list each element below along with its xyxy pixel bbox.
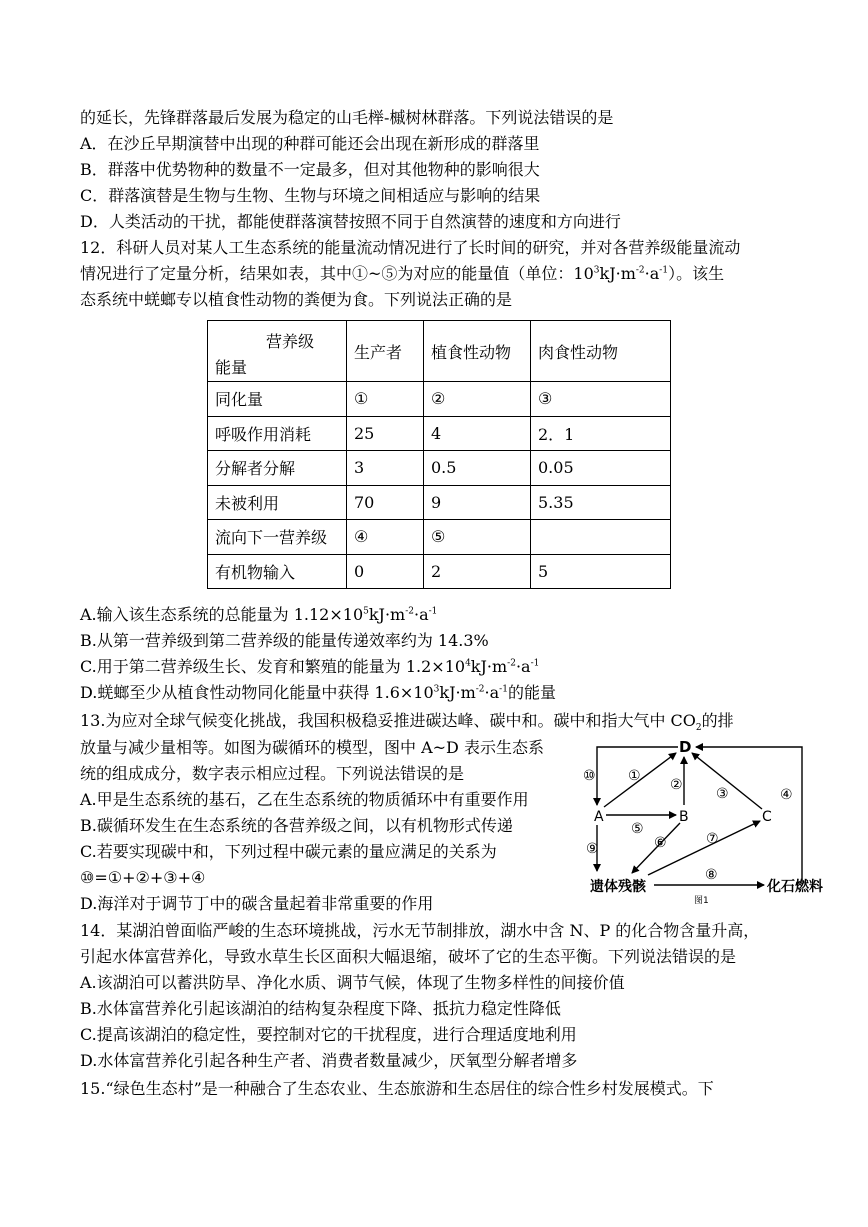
node-c: C <box>762 809 772 825</box>
table-cell: ③ <box>531 382 671 417</box>
header-producer: 生产者 <box>347 321 424 382</box>
node-b: B <box>679 809 689 825</box>
table-cell: 0 <box>347 554 424 589</box>
carbon-cycle-diagram <box>582 735 823 906</box>
table-cell: 2 <box>424 554 531 589</box>
label-5: ⑤ <box>631 821 644 837</box>
header-herbivore: 植食性动物 <box>424 321 531 382</box>
q13-option-d: D.海洋对于调节丁中的碳含量起着非常重要的作用 <box>80 894 434 913</box>
label-4: ④ <box>780 787 793 803</box>
label-3: ③ <box>716 786 729 802</box>
q14-stem-line1: 14．某湖泊曾面临严峻的生态环境挑战，污水无节制排放，湖水中含 N、P 的化合物含量升高， <box>80 921 760 940</box>
label-2: ② <box>670 777 683 793</box>
energy-flow-table <box>207 320 671 589</box>
label-6: ⑥ <box>654 835 667 851</box>
q12-stem-line1: 12．科研人员对某人工生态系统的能量流动情况进行了长时间的研究，并对各营养级能量流动 <box>80 238 741 257</box>
table-cell: 5.35 <box>531 485 671 520</box>
header-carnivore: 肉食性动物 <box>531 321 671 382</box>
node-a: A <box>594 809 604 825</box>
table-cell: ② <box>424 382 531 417</box>
q12-option-d: D.蜣螂至少从植食性动物同化能量中获得 $1.6\times 10^3kJ\cdot m^{-2}\cdot a^{-1}$的能量 <box>80 683 556 702</box>
node-d: D <box>679 738 692 756</box>
row-label: 有机物输入 <box>208 554 347 589</box>
label-10: ⑩ <box>583 768 596 784</box>
q13-stem-line2: 放量与减少量相等。如图为碳循环的模型，图中 A~D 表示生态系 <box>80 738 544 757</box>
table-row <box>208 382 671 417</box>
q12-option-a: A.输入该生态系统的总能量为 $1.12\times 10^5kJ\cdot m^{-2}\cdot a^{-1}$ <box>80 605 438 624</box>
table-cell: 70 <box>347 485 424 520</box>
q13-option-c-line2: ⑩=①+②+③+④ <box>80 868 206 887</box>
table-cell: 3 <box>347 451 424 486</box>
q14-option-d: D.水体富营养化引起各种生产者、消费者数量减少，厌氧型分解者增多 <box>80 1051 578 1070</box>
row-label: 未被利用 <box>208 485 347 520</box>
node-remains: 遗体残骸 <box>590 879 646 895</box>
table-cell: ④ <box>347 520 424 555</box>
table-row <box>208 451 671 486</box>
label-9: ⑨ <box>586 841 599 857</box>
table-cell: ⑤ <box>424 520 531 555</box>
row-label: 流向下一营养级 <box>208 520 347 555</box>
q11-option-d: D．人类活动的干扰，都能使群落演替按照不同于自然演替的速度和方向进行 <box>80 212 621 231</box>
q14-stem-line2: 引起水体富营养化，导致水草生长区面积大幅退缩，破坏了它的生态平衡。下列说法错误的是 <box>80 947 737 966</box>
label-1: ① <box>628 768 641 784</box>
q11-option-b: B．群落中优势物种的数量不一定最多，但对其他物种的影响很大 <box>80 160 540 179</box>
table-cell: 2．1 <box>531 416 671 451</box>
table-cell: ① <box>347 382 424 417</box>
table-cell: 25 <box>347 416 424 451</box>
table-cell: 9 <box>424 485 531 520</box>
q13-stem-line3: 统的组成成分，数字表示相应过程。下列说法错误的是 <box>80 764 465 783</box>
table-row <box>208 485 671 520</box>
node-fossil-fuel: 化石燃料 <box>767 879 823 895</box>
q11-stem-end: 的延长，先锋群落最后发展为稳定的山毛榉-槭树林群落。下列说法错误的是 <box>80 108 614 127</box>
table-header-corner <box>208 321 347 382</box>
row-label: 分解者分解 <box>208 451 347 486</box>
q12-stem-line3: 态系统中蜣螂专以植食性动物的粪便为食。下列说法正确的是 <box>80 290 513 309</box>
q12-stem-line2: 情况进行了定量分析，结果如表，其中①~⑤为对应的能量值（单位：$10^3kJ\cdot m^{-2}\cdot a^{-1}$）。该生 <box>80 264 725 283</box>
table-cell: 5 <box>531 554 671 589</box>
table-cell <box>531 520 671 555</box>
q13-stem-line1: 13.为应对全球气候变化挑战，我国积极稳妥推进碳达峰、碳中和。碳中和指大气中 $CO_2$的排 <box>80 711 734 734</box>
table-cell: 0.05 <box>531 451 671 486</box>
q14-option-b: B.水体富营养化引起该湖泊的结构复杂程度下降、抵抗力稳定性降低 <box>80 999 561 1018</box>
arrow-4 <box>696 747 802 881</box>
label-7: ⑦ <box>706 831 719 847</box>
q14-option-a: A.该湖泊可以蓄洪防旱、净化水质、调节气候，体现了生物多样性的间接价值 <box>80 973 625 992</box>
table-row <box>208 520 671 555</box>
diagram-caption: 图1 <box>694 896 709 906</box>
table-cell: 0.5 <box>424 451 531 486</box>
table-cell: 4 <box>424 416 531 451</box>
table-row <box>208 416 671 451</box>
table-row <box>208 554 671 589</box>
q13-option-c-line1: C.若要实现碳中和，下列过程中碳元素的量应满足的关系为 <box>80 842 497 861</box>
q14-option-c: C.提高该湖泊的稳定性，要控制对它的干扰程度，进行合理适度地利用 <box>80 1025 577 1044</box>
table-header-row <box>208 321 671 382</box>
q13-option-b: B.碳循环发生在生态系统的各营养级之间，以有机物形式传递 <box>80 816 513 835</box>
q15-stem-line1: 15.“绿色生态村”是一种融合了生态农业、生态旅游和生态居住的综合性乡村发展模式。下 <box>80 1079 714 1098</box>
q12-option-b: B.从第一营养级到第二营养级的能量传递效率约为 14.3% <box>80 631 489 650</box>
label-8: ⑧ <box>705 867 718 883</box>
header-trophic-level: 营养级 <box>266 332 315 351</box>
row-label: 同化量 <box>208 382 347 417</box>
row-label: 呼吸作用消耗 <box>208 416 347 451</box>
q11-option-a: A．在沙丘早期演替中出现的种群可能还会出现在新形成的群落里 <box>80 134 540 153</box>
header-energy: 能量 <box>215 358 248 377</box>
q11-option-c: C．群落演替是生物与生物、生物与环境之间相适应与影响的结果 <box>80 186 541 205</box>
q12-option-c: C.用于第二营养级生长、发育和繁殖的能量为 $1.2\times 10^4kJ\cdot m^{-2}\cdot a^{-1}$ <box>80 657 540 676</box>
q13-option-a: A.甲是生态系统的基石，乙在生态系统的物质循环中有重要作用 <box>80 790 529 809</box>
